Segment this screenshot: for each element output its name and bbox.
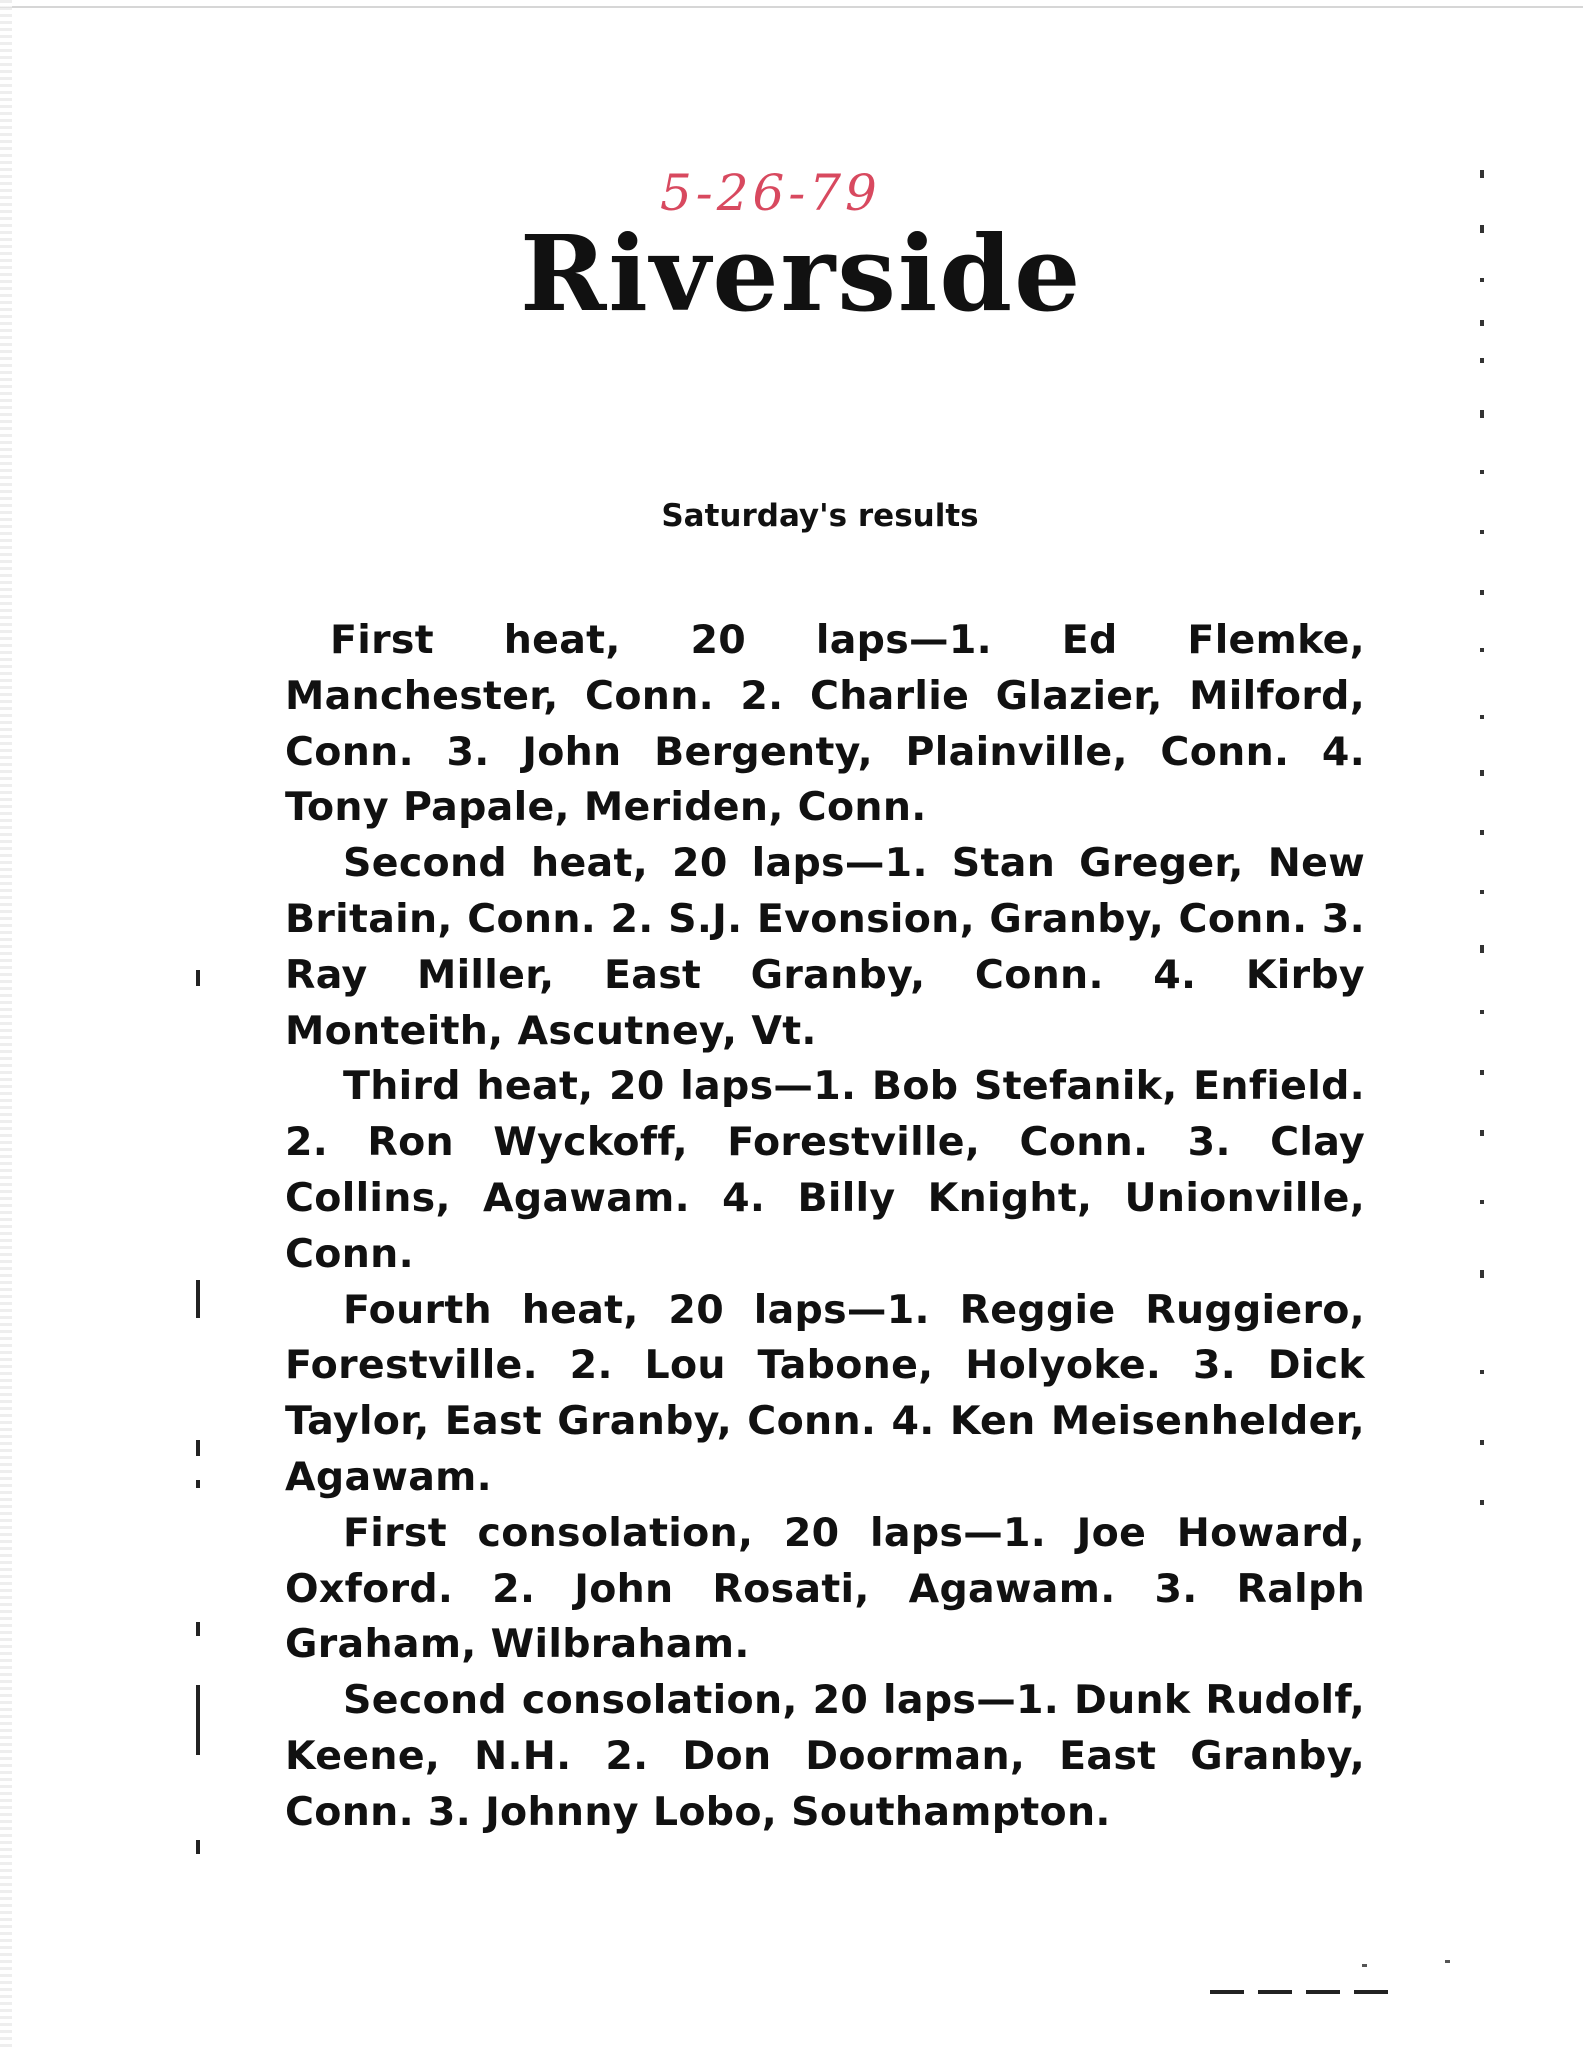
results-paragraph-second-heat: Second heat, 20 laps—1. Stan Greger, New Britain, Conn. 2. S.J. Evonsion, Granby, Conn. 3. Ray Miller, East Granby, Conn. 4. Kirby Monteith, Ascutney, Vt.	[285, 840, 1365, 1054]
right-margin-marks	[1480, 170, 1490, 1570]
subhead: Saturday's results	[661, 498, 979, 534]
results-paragraph-fourth-heat: Fourth heat, 20 laps—1. Reggie Ruggiero, Forestville. 2. Lou Tabone, Holyoke. 3. Dick Taylor, East Granby, Conn. 4. Ken Meisenhelder, Agawam.	[285, 1286, 1365, 1500]
headline: Riverside	[520, 212, 1083, 335]
scan-speck	[1445, 1960, 1450, 1963]
results-paragraph-second-consolation: Second consolation, 20 laps—1. Dunk Rudolf, Keene, N.H. 2. Don Doorman, East Granby, Conn. 3. Johnny Lobo, Southampton.	[285, 1677, 1365, 1835]
scan-top-edge	[0, 6, 1583, 8]
results-column	[285, 613, 1365, 1841]
results-paragraph-third-heat: Third heat, 20 laps—1. Bob Stefanik, Enfield. 2. Ron Wyckoff, Forestville, Conn. 3. Clay Collins, Agawam. 4. Billy Knight, Unionville, Conn.	[285, 1063, 1365, 1277]
scan-speck	[1362, 1964, 1367, 1967]
left-margin-marks	[196, 960, 206, 1860]
results-paragraph-first-consolation: First consolation, 20 laps—1. Joe Howard, Oxford. 2. John Rosati, Agawam. 3. Ralph Graham, Wilbraham.	[285, 1509, 1365, 1668]
bottom-dashed-rule	[1210, 1990, 1400, 1994]
results-paragraph-first-heat: First heat, 20 laps—1. Ed Flemke, Manchester, Conn. 2. Charlie Glazier, Milford, Conn. 3. John Bergenty, Plainville, Conn. 4. Tony Papale, Meriden, Conn.	[285, 617, 1365, 831]
handwritten-date: 5-26-79	[660, 164, 881, 222]
scan-left-edge	[0, 0, 12, 2048]
